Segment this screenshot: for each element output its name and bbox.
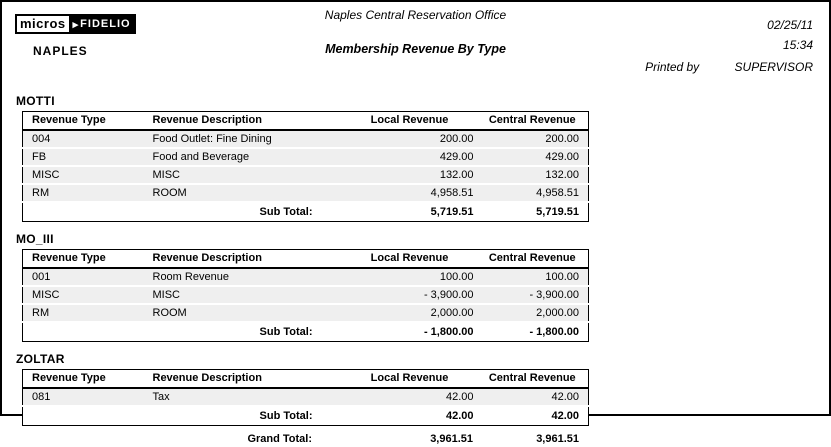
cell-revenue-description: ROOM [143, 304, 343, 322]
grand-total-row [22, 431, 588, 447]
table-row [23, 184, 589, 202]
subtotal-central-revenue: - 1,800.00 [477, 322, 589, 342]
subtotal-label: Sub Total: [23, 406, 343, 426]
property-name: NAPLES [33, 44, 88, 58]
subtotal-central-revenue: 5,719.51 [477, 202, 589, 222]
col-header-revenue-description: Revenue Description [143, 250, 343, 269]
cell-revenue-type: 081 [23, 388, 143, 406]
subtotal-central-revenue: 42.00 [477, 406, 589, 426]
printed-by-user: SUPERVISOR [734, 60, 813, 74]
section-title: MO_III [16, 232, 54, 246]
cell-revenue-type: 004 [23, 130, 143, 148]
cell-revenue-description: Food Outlet: Fine Dining [143, 130, 343, 148]
subtotal-local-revenue: 5,719.51 [343, 202, 477, 222]
fidelio-logo-text: FIDELIO [80, 18, 131, 30]
office-name: Naples Central Reservation Office [324, 8, 507, 22]
subtotal-row [23, 406, 589, 426]
section-mo-iii [16, 232, 829, 342]
grand-total-local-revenue: 3,961.51 [430, 433, 474, 445]
cell-revenue-description: MISC [143, 286, 343, 304]
section-motti [16, 94, 829, 222]
table-row [23, 286, 589, 304]
table-row [23, 388, 589, 406]
subtotal-row [23, 322, 589, 342]
table-header-row [23, 370, 589, 389]
cell-revenue-type: MISC [23, 166, 143, 184]
logo-arrow-icon: ▸ [72, 18, 80, 31]
cell-central-revenue: 100.00 [477, 268, 589, 286]
col-header-central-revenue: Central Revenue [477, 250, 589, 269]
table-row [23, 148, 589, 166]
cell-central-revenue: 42.00 [477, 388, 589, 406]
subtotal-local-revenue: - 1,800.00 [343, 322, 477, 342]
col-header-local-revenue: Local Revenue [343, 250, 477, 269]
cell-revenue-description: Tax [143, 388, 343, 406]
grand-total-central-revenue: 3,961.51 [536, 433, 580, 445]
revenue-table [22, 249, 589, 342]
table-row [23, 166, 589, 184]
cell-central-revenue: 429.00 [477, 148, 589, 166]
print-time: 15:34 [782, 38, 813, 52]
print-info [645, 18, 813, 74]
cell-revenue-type: MISC [23, 286, 143, 304]
micros-logo-text: micros [15, 14, 71, 34]
section-title: MOTTI [16, 94, 55, 108]
cell-central-revenue: 200.00 [477, 130, 589, 148]
cell-revenue-description: ROOM [143, 184, 343, 202]
cell-revenue-description: MISC [143, 166, 343, 184]
col-header-revenue-type: Revenue Type [23, 250, 143, 269]
col-header-revenue-type: Revenue Type [23, 112, 143, 131]
table-row [23, 304, 589, 322]
revenue-table [22, 111, 589, 222]
cell-central-revenue: - 3,900.00 [477, 286, 589, 304]
cell-local-revenue: 2,000.00 [343, 304, 477, 322]
section-zoltar [16, 352, 829, 447]
printed-by-label: Printed by [645, 60, 700, 74]
report-title: Membership Revenue By Type [325, 42, 506, 56]
subtotal-local-revenue: 42.00 [343, 406, 477, 426]
subtotal-row [23, 202, 589, 222]
cell-central-revenue: 2,000.00 [477, 304, 589, 322]
cell-local-revenue: 200.00 [343, 130, 477, 148]
grand-total-label: Grand Total: [247, 433, 313, 445]
revenue-table [22, 369, 589, 426]
report-header [2, 2, 829, 94]
col-header-local-revenue: Local Revenue [343, 370, 477, 389]
cell-revenue-type: RM [23, 184, 143, 202]
print-date: 02/25/11 [767, 18, 813, 32]
cell-revenue-type: 001 [23, 268, 143, 286]
col-header-revenue-description: Revenue Description [143, 112, 343, 131]
subtotal-label: Sub Total: [23, 202, 343, 222]
cell-local-revenue: 42.00 [343, 388, 477, 406]
section-title: ZOLTAR [16, 352, 65, 366]
table-header-row [23, 250, 589, 269]
col-header-revenue-type: Revenue Type [23, 370, 143, 389]
report-body [2, 94, 829, 447]
cell-revenue-description: Food and Beverage [143, 148, 343, 166]
col-header-central-revenue: Central Revenue [477, 370, 589, 389]
cell-local-revenue: - 3,900.00 [343, 286, 477, 304]
col-header-local-revenue: Local Revenue [343, 112, 477, 131]
cell-revenue-type: RM [23, 304, 143, 322]
cell-local-revenue: 100.00 [343, 268, 477, 286]
table-row [23, 268, 589, 286]
cell-revenue-description: Room Revenue [143, 268, 343, 286]
col-header-revenue-description: Revenue Description [143, 370, 343, 389]
table-row [23, 130, 589, 148]
cell-local-revenue: 132.00 [343, 166, 477, 184]
printed-by-row [645, 60, 813, 74]
col-header-central-revenue: Central Revenue [477, 112, 589, 131]
cell-local-revenue: 4,958.51 [343, 184, 477, 202]
cell-central-revenue: 132.00 [477, 166, 589, 184]
subtotal-label: Sub Total: [23, 322, 343, 342]
cell-central-revenue: 4,958.51 [477, 184, 589, 202]
table-header-row [23, 112, 589, 131]
cell-local-revenue: 429.00 [343, 148, 477, 166]
cell-revenue-type: FB [23, 148, 143, 166]
